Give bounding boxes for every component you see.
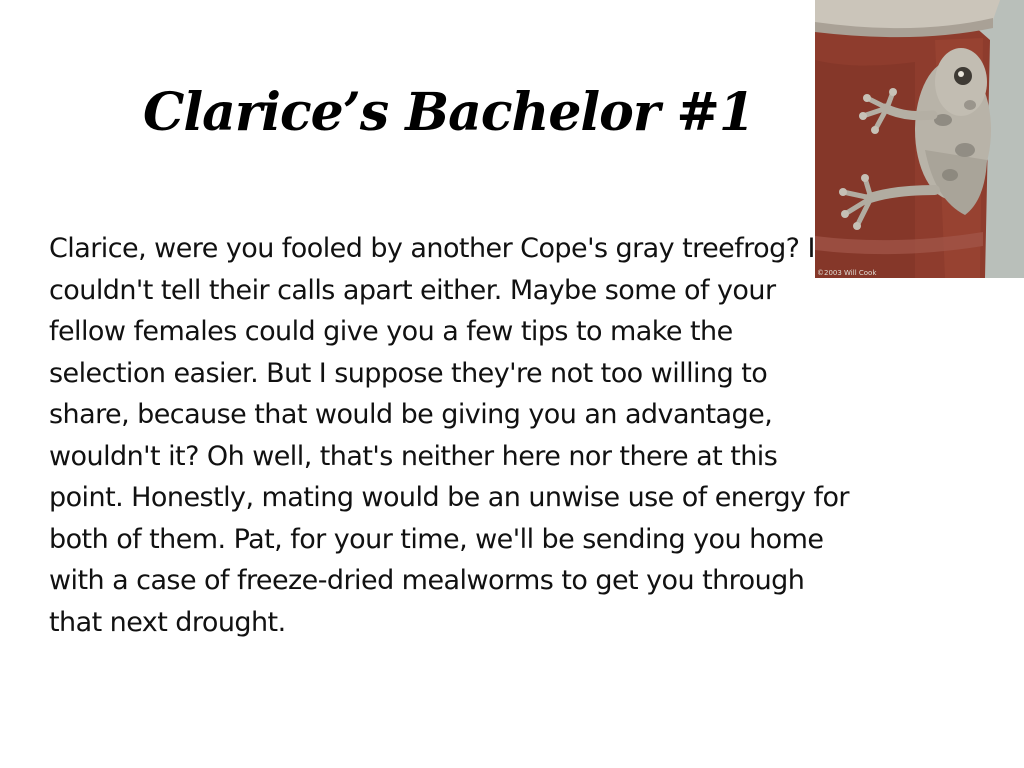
slide-body-text: Clarice, were you fooled by another Cope's gray treefrog? I couldn't tell their calls apart either. Maybe some of your fellow females could give you a few tips to make the selection easier. But I suppose they're not too willing to share, because that would be giving you an advantage, wouldn't it? Oh well, that's neither here nor there at this point. Honestly, mating would be an unwise use of energy for both of them. Pat, for your time, we'll be sending you home with a case of freeze-dried mealworms to get you through that next drought. xyxy=(49,233,849,638)
slide-title: Clarice’s Bachelor #1 xyxy=(143,82,755,143)
photo-credit: ©2003 Will Cook xyxy=(817,269,877,277)
treefrog-photo xyxy=(815,0,1024,278)
treefrog-photo-graphic xyxy=(815,0,1024,278)
